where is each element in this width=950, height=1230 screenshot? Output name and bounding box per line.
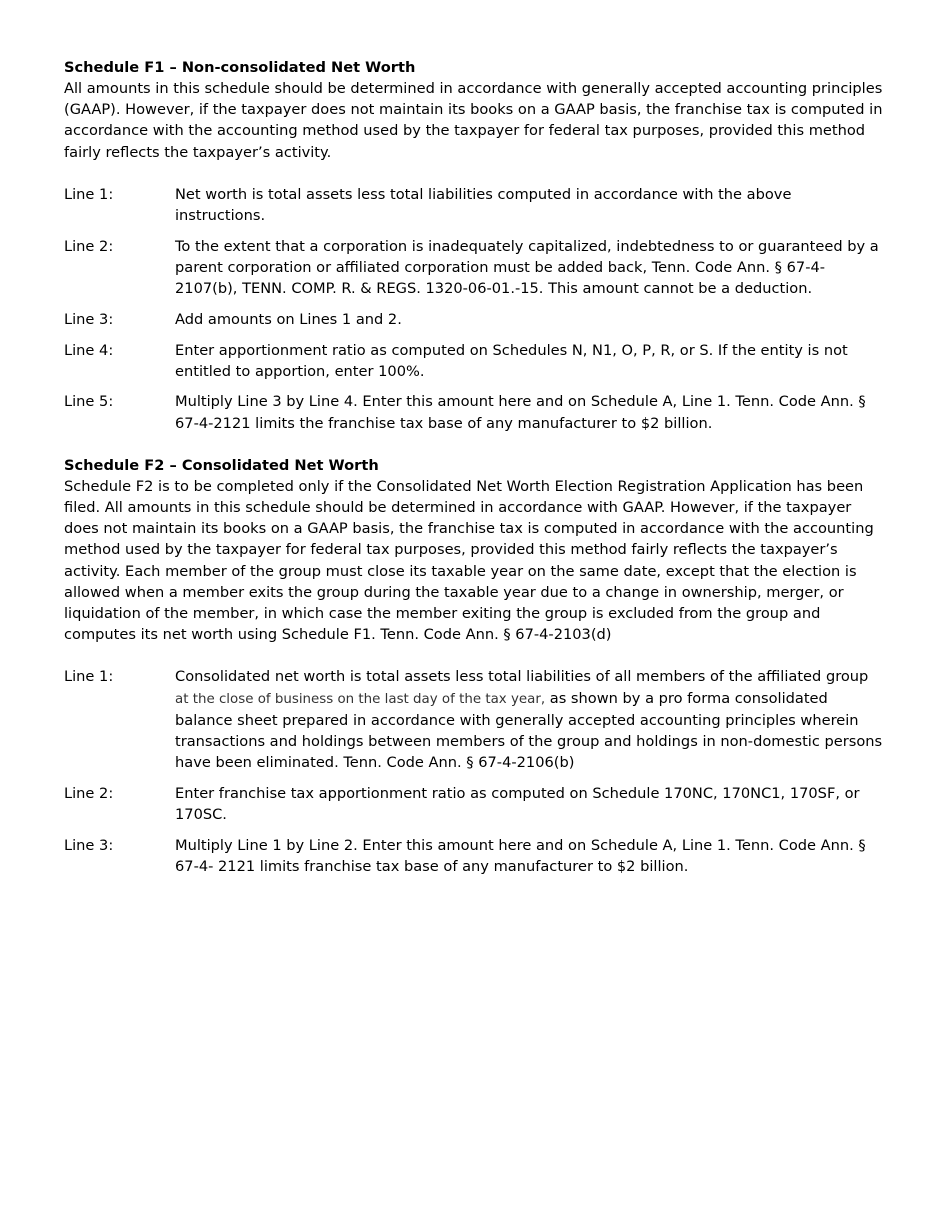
line-label: Line 1: xyxy=(64,668,114,686)
line-label: Line 3: xyxy=(64,836,114,854)
line-text: Net worth is total assets less total liabilities computed in accordance with the above instructions. xyxy=(175,185,792,225)
f2-line-1 xyxy=(64,666,884,773)
line-label: Line 5: xyxy=(64,393,114,411)
instructions-page xyxy=(64,57,884,887)
schedule-f1-intro: All amounts in this schedule should be determined in accordance with generally accepted accounting principles (GAAP). However, if the taxpayer does not maintain its books on a GAAP basis, the franchise tax is computed in accordance with the accounting method used by the taxpayer for federal tax purposes, provided this method fairly reflects the taxpayer’s activity. xyxy=(64,80,883,161)
line-text-part: Consolidated net worth is total assets less total liabilities of all members of the affiliated group xyxy=(175,668,869,686)
f2-line-2 xyxy=(64,783,884,825)
schedule-f1-lines xyxy=(64,184,884,434)
schedule-f1-heading: Schedule F1 – Non-consolidated Net Worth xyxy=(64,59,416,76)
line-text: Add amounts on Lines 1 and 2. xyxy=(175,310,402,328)
line-text: Enter franchise tax apportionment ratio as computed on Schedule 170NC, 170NC1, 170SF, or 170SC. xyxy=(175,784,860,824)
schedule-f2-heading: Schedule F2 – Consolidated Net Worth xyxy=(64,456,379,474)
line-label: Line 4: xyxy=(64,341,114,359)
line-text: To the extent that a corporation is inadequately capitalized, indebtedness to or guaranteed by a parent corporation or affiliated corporation must be added back, Tenn. Code Ann. § 67-4-2107(b), TENN. COMP. R. & REGS. 1320-06-01.-15. This amount cannot be a deduction. xyxy=(175,237,879,298)
schedule-f2-lines xyxy=(64,666,884,877)
line-label: Line 2: xyxy=(64,237,114,255)
f1-line-1 xyxy=(64,184,884,226)
line-label: Line 1: xyxy=(64,185,114,203)
line-label: Line 2: xyxy=(64,784,114,802)
line-text-part: as shown by a pro forma consolidated balance sheet prepared in accordance with generally accepted accounting principles wherein transactions and holdings between members of the group and holdings in non-domestic persons have been eliminated. Tenn. Code Ann. § 67-4-2106(b) xyxy=(175,689,883,772)
f2-line-3 xyxy=(64,835,884,877)
line-text: Multiply Line 1 by Line 2. Enter this amount here and on Schedule A, Line 1. Tenn. Code Ann. § 67-4- 2121 limits franchise tax base of any manufacturer to $2 billion. xyxy=(175,836,866,876)
line-text: Multiply Line 3 by Line 4. Enter this amount here and on Schedule A, Line 1. Tenn. Code Ann. § 67-4-2121 limits the franchise tax base of any manufacturer to $2 billion. xyxy=(175,393,866,432)
f1-line-5 xyxy=(64,391,884,433)
schedule-f1-section xyxy=(64,57,884,434)
line-text xyxy=(175,666,884,773)
f1-line-2 xyxy=(64,236,884,300)
schedule-f2-section xyxy=(64,455,884,877)
line-text: Enter apportionment ratio as computed on Schedules N, N1, O, P, R, or S. If the entity is not entitled to apportion, enter 100%. xyxy=(175,341,848,380)
schedule-f2-intro: Schedule F2 is to be completed only if the Consolidated Net Worth Election Registration Application has been filed. All amounts in this schedule should be determined in accordance with GAAP. However, if the taxpayer does not maintain its books on a GAAP basis, the franchise tax is computed in accordance with the accounting method used by the taxpayer for federal tax purposes, provided this method fairly reflects the taxpayer’s activity. Each member of the group must close its taxable year on the same date, except that the election is allowed when a member exits the group during the taxable year due to a change in ownership, merger, or liquidation of the member, in which case the member exiting the group is excluded from the group and computes its net worth using Schedule F1. Tenn. Code Ann. § 67-4-2103(d) xyxy=(64,477,874,644)
line-text-muted: at the close of business on the last day of the tax year, xyxy=(175,691,546,707)
f1-line-3 xyxy=(64,309,884,330)
f1-line-4 xyxy=(64,340,884,382)
line-label: Line 3: xyxy=(64,310,114,328)
